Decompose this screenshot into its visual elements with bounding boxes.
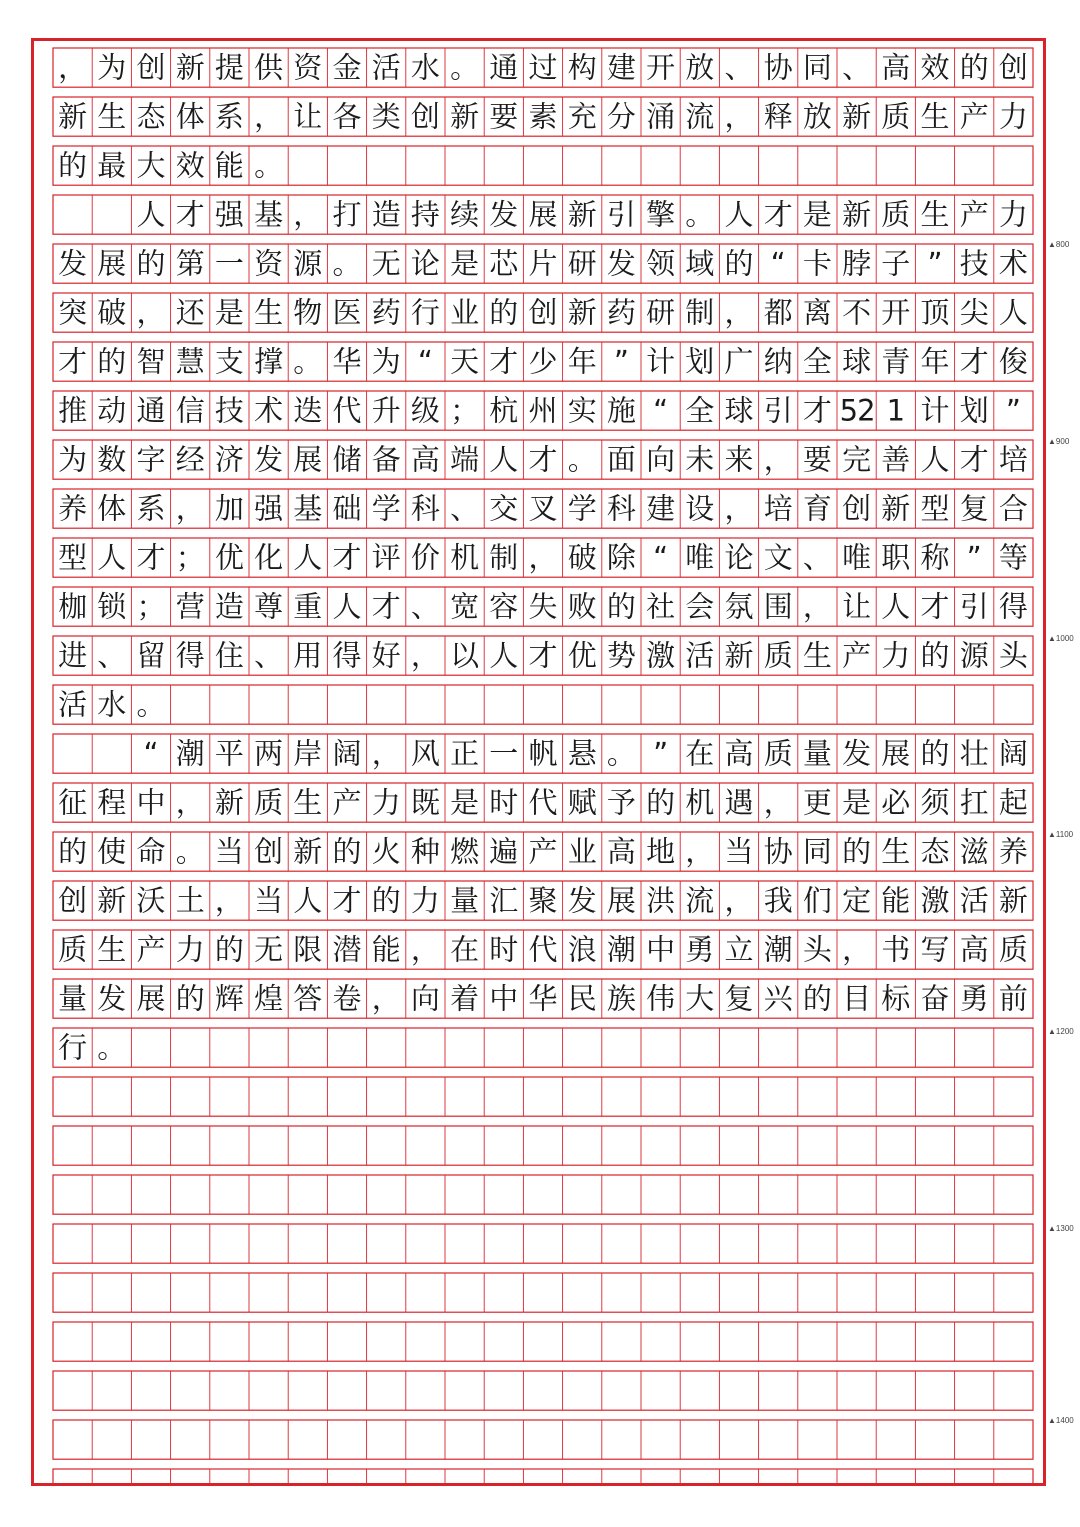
grid-row (53, 489, 1033, 528)
grid-row (53, 391, 1033, 430)
grid-row (53, 1077, 1033, 1116)
essay-line: 的 使 命 。 当 创 新 的 火 种 燃 遍 产 业 高 地 ， 当 协 同 的 生 态 滋 养 (58, 834, 1028, 869)
grid-row (53, 1322, 1033, 1361)
grid-row-border (53, 1420, 1033, 1459)
grid-row (53, 636, 1033, 675)
grid-row (53, 1420, 1033, 1459)
essay-line: 发 展 的 第 一 资 源 。 无 论 是 芯 片 研 发 领 域 的 “ 卡 脖 子 ” 技 术 (58, 246, 1028, 281)
grid-row (53, 538, 1033, 577)
grid-row-border (53, 1126, 1033, 1165)
grid-row (53, 587, 1033, 626)
word-count-marker: ▲800 (1048, 240, 1070, 249)
grid-row (53, 1028, 1033, 1067)
grid-row (53, 930, 1033, 969)
grid-row (53, 1273, 1033, 1312)
essay-line: 突 破 ， 还 是 生 物 医 药 行 业 的 创 新 药 研 制 ， 都 离 不 开 顶 尖 人 (58, 295, 1028, 330)
grid-row (53, 1371, 1033, 1410)
grid-row-border (53, 685, 1033, 724)
grid-row-border (53, 1077, 1033, 1116)
essay-line: 为 数 字 经 济 发 展 储 备 高 端 人 才 。 面 向 未 来 ， 要 完 善 人 才 培 (58, 442, 1028, 477)
grid-row-border (53, 1273, 1033, 1312)
grid-row (53, 440, 1033, 479)
word-count-marker: ▲1300 (1048, 1224, 1074, 1233)
grid-row (53, 832, 1033, 871)
essay-line: 新 生 态 体 系 ， 让 各 类 创 新 要 素 充 分 涌 流 ， 释 放 新 质 生 产 力 (58, 99, 1028, 134)
grid-row (53, 342, 1033, 381)
grid-row (53, 1469, 1033, 1483)
grid-row (53, 1175, 1033, 1214)
essay-line: 进 、 留 得 住 、 用 得 好 ， 以 人 才 优 势 激 活 新 质 生 产 力 的 源 头 (58, 638, 1028, 673)
grid-row (53, 293, 1033, 332)
word-count-marker: ▲1200 (1048, 1027, 1074, 1036)
grid-row (53, 1224, 1033, 1263)
essay-line: 质 生 产 力 的 无 限 潜 能 ， 在 时 代 浪 潮 中 勇 立 潮 头 ， 书 写 高 质 (58, 932, 1028, 967)
word-count-marker: ▲1000 (1048, 634, 1074, 643)
grid-row-border (53, 1469, 1033, 1483)
grid-row-border (53, 1175, 1033, 1214)
word-count-marker: ▲900 (1048, 437, 1070, 446)
essay-line: ， 为 创 新 提 供 资 金 活 水 。 通 过 构 建 开 放 、 协 同 、 高 效 的 创 (58, 50, 1028, 85)
grid-row (53, 685, 1033, 724)
essay-line: 的 最 大 效 能 。 (58, 148, 284, 183)
writing-grid (34, 41, 1043, 1483)
grid-row (53, 881, 1033, 920)
grid-row (53, 783, 1033, 822)
essay-line: 量 发 展 的 辉 煌 答 卷 ， 向 着 中 华 民 族 伟 大 复 兴 的 目 标 奋 勇 前 (58, 981, 1028, 1016)
essay-line: 创 新 沃 土 ， 当 人 才 的 力 量 汇 聚 发 展 洪 流 ， 我 们 定 能 激 活 新 (58, 883, 1028, 918)
essay-line: 才 的 智 慧 支 撑 。 华 为 “ 天 才 少 年 ” 计 划 广 纳 全 球 青 年 才 俊 (58, 344, 1028, 379)
essay-line: 人 才 强 基 ， 打 造 持 续 发 展 新 引 擎 。 人 才 是 新 质 生 产 力 (136, 197, 1028, 232)
essay-line: 行 。 (58, 1030, 127, 1065)
grid-row (53, 195, 1033, 234)
grid-row (53, 146, 1033, 185)
essay-line: 活 水 。 (58, 687, 166, 722)
word-count-marker: ▲1400 (1048, 1416, 1074, 1425)
essay-line: 型 人 才 ； 优 化 人 才 评 价 机 制 ， 破 除 “ 唯 论 文 、 唯 职 称 ” 等 (58, 540, 1028, 575)
essay-line: 枷 锁 ； 营 造 尊 重 人 才 、 宽 容 失 败 的 社 会 氛 围 ， 让 人 才 引 得 (58, 589, 1028, 624)
grid-row-border (53, 1224, 1033, 1263)
essay-line: 征 程 中 ， 新 质 生 产 力 既 是 时 代 赋 予 的 机 遇 ， 更 是 必 须 扛 起 (58, 785, 1028, 820)
grid-row (53, 97, 1033, 136)
grid-row (53, 734, 1033, 773)
essay-line: 养 体 系 ， 加 强 基 础 学 科 、 交 叉 学 科 建 设 ， 培 育 创 新 型 复 合 (58, 491, 1028, 526)
answer-sheet (31, 38, 1046, 1486)
grid-row-border (53, 1322, 1033, 1361)
essay-line: “ 潮 平 两 岸 阔 ， 风 正 一 帆 悬 。 ” 在 高 质 量 发 展 的 壮 阔 (143, 736, 1028, 771)
grid-row (53, 1126, 1033, 1165)
grid-row (53, 979, 1033, 1018)
word-count-marker: ▲1100 (1048, 830, 1074, 839)
grid-row-border (53, 1371, 1033, 1410)
grid-row (53, 244, 1033, 283)
grid-row (53, 48, 1033, 87)
essay-line: 推 动 通 信 技 术 迭 代 升 级 ； 杭 州 实 施 “ 全 球 引 才 52 1 计 划 ” (58, 393, 1021, 428)
grid-row-border (53, 1028, 1033, 1067)
